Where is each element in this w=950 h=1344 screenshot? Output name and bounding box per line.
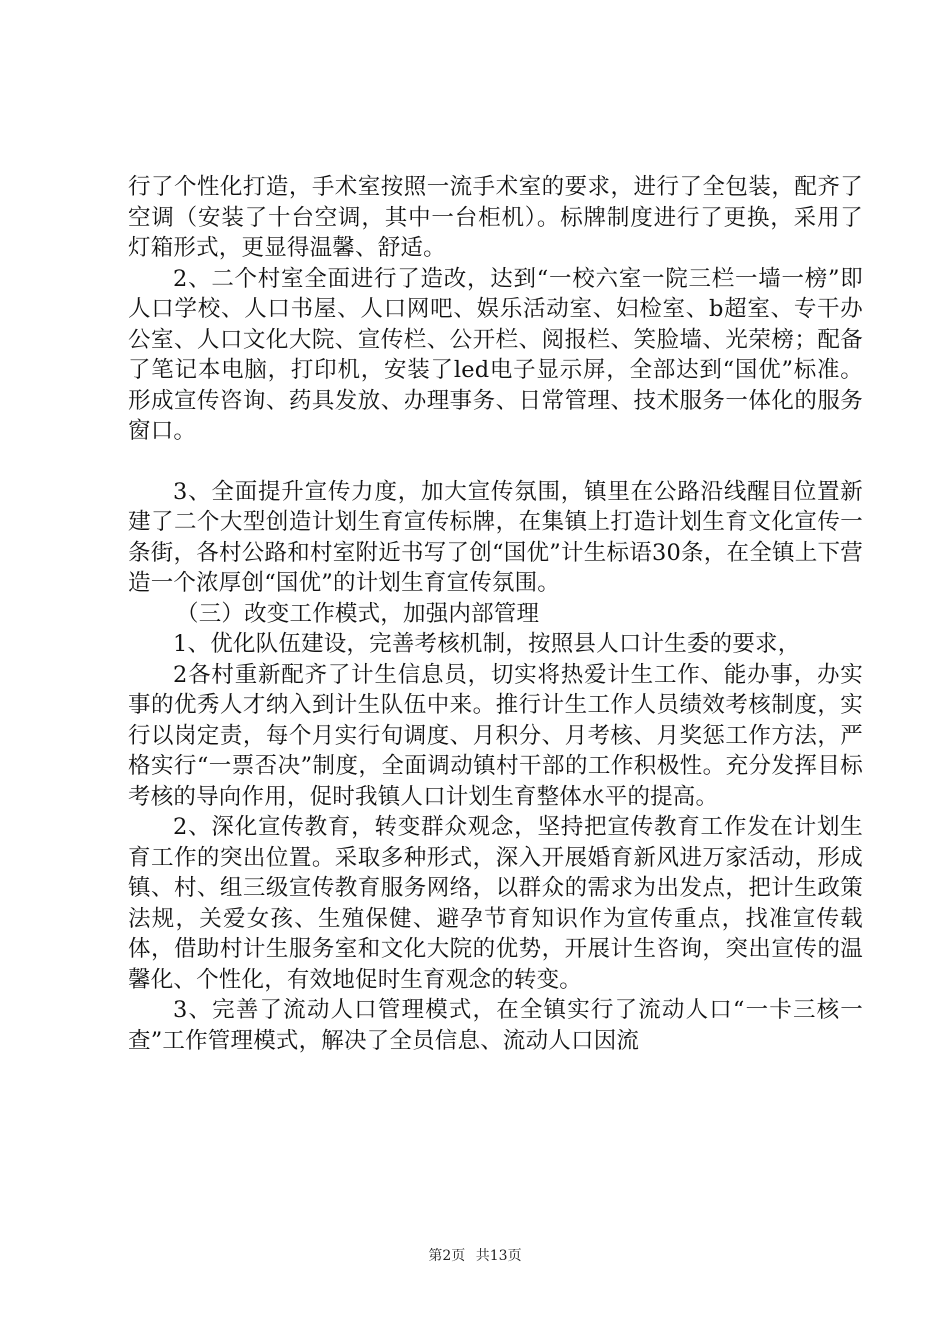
- paragraph-continuation: 行了个性化打造，手术室按照一流手术室的要求，进行了全包装，配齐了空调（安装了十台空调，其中一台柜机）。标牌制度进行了更换，采用了灯箱形式，更显得温馨、舒适。: [128, 174, 863, 261]
- paragraph-publicity: 3、全面提升宣传力度，加大宣传氛围，镇里在公路沿线醒目位置新建了二个大型创造计划生育宣传标牌，在集镇上打造计划生育文化宣传一条街，各村公路和村室附近书写了创“国优”计生标语30条，在全镇上下营造一个浓厚创“国优”的计划生育宣传氛围。: [128, 478, 863, 596]
- paragraph-team-building: 1、优化队伍建设，完善考核机制，按照县人口计生委的要求，: [173, 631, 801, 657]
- paragraph-village-rooms: 2、二个村室全面进行了造改，达到“一校六室一院三栏一墙一榜”即人口学校、人口书屋、人口网吧、娱乐活动室、妇检室、b超室、专干办公室、人口文化大院、宣传栏、公开栏、阅报栏、笑脸墙、光荣榜；配备了笔记本电脑，打印机，安装了led电子显示屏，全部达到“国优”标准。形成宣传咨询、药具发放、办理事务、日常管理、技术服务一体化的服务窗口。: [128, 265, 863, 444]
- page-number: 第2页: [428, 1248, 466, 1264]
- paragraph-gap: [128, 447, 863, 477]
- paragraph-education: 2、深化宣传教育，转变群众观念，坚持把宣传教育工作发在计划生育工作的突出位置。采取多种形式，深入开展婚育新风进万家活动，形成镇、村、组三级宣传教育服务网络，以群众的需求为出发点，把计生政策法规，关爱女孩、生殖保健、避孕节育知识作为宣传重点，找准宣传载体，借助村计生服务室和文化大院的优势，开展计生咨询，突出宣传的温馨化、个性化，有效地促时生育观念的转变。: [128, 814, 863, 993]
- page-total: 共13页: [475, 1248, 522, 1264]
- section-heading: （三）改变工作模式，加强内部管理: [176, 600, 540, 627]
- page-footer: [0, 1247, 950, 1265]
- paragraph-info-officers: 2各村重新配齐了计生信息员，切实将热爱计生工作、能办事，办实事的优秀人才纳入到计生队伍中来。推行计生工作人员绩效考核制度，实行以岗定责，每个月实行旬调度、月积分、月考核、月奖惩工作方法，严格实行“一票否决”制度，全面调动镇村干部的工作积极性。充分发挥目标考核的导向作用，促时我镇人口计划生育整体水平的提高。: [128, 661, 863, 810]
- document-body: [128, 172, 863, 1056]
- paragraph-floating-population: 3、完善了流动人口管理模式，在全镇实行了流动人口“一卡三核一查”工作管理模式，解决了全员信息、流动人口因流: [128, 997, 863, 1054]
